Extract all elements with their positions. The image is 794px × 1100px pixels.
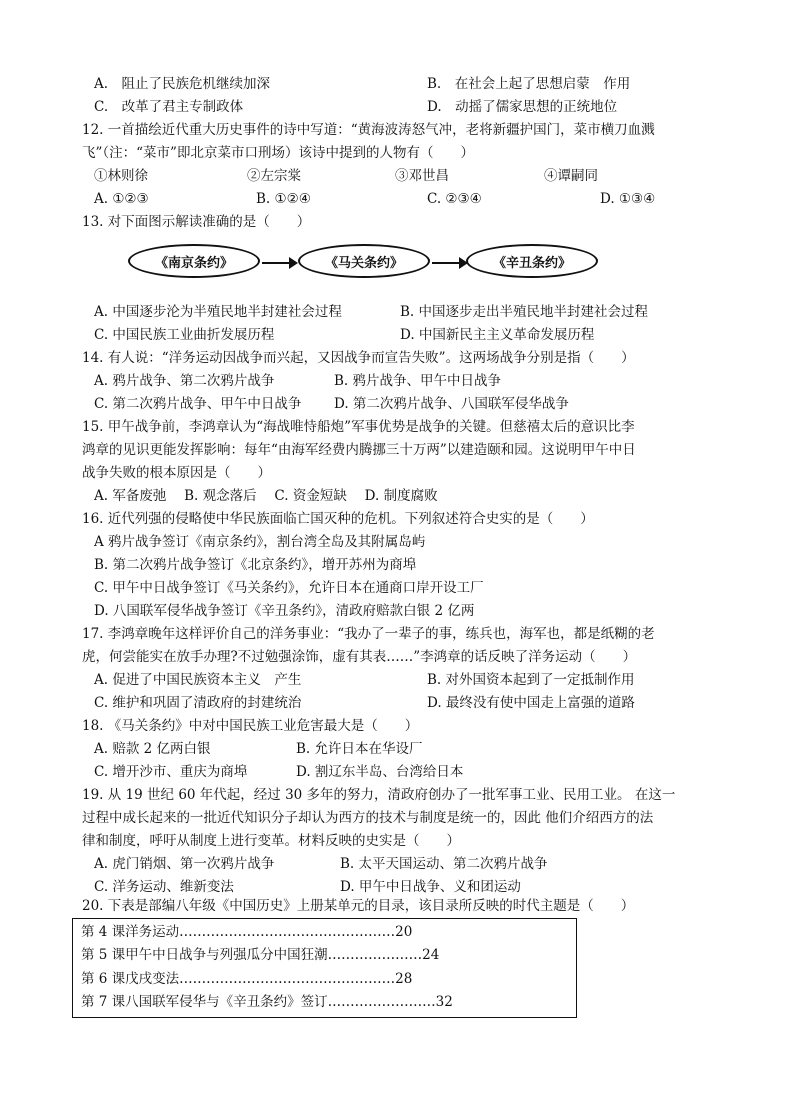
table-of-contents-box (72, 918, 577, 1018)
q14-option-b: B. 鸦片战争、甲午中日战争 (334, 373, 502, 389)
q13-option-a: A. 中国逐步沦为半殖民地半封建社会过程 (94, 304, 342, 320)
q12-option-a: A. ①②③ (94, 191, 149, 207)
q17-stem-line-2: 虎，何尝能实在放手办理?不过勉强涂饰，虚有其表……”李鸿章的话反映了洋务运动（ ） (82, 649, 637, 665)
treaty-diagram (128, 244, 598, 284)
q15-stem-line-3: 战争失败的根本原因是（ ） (82, 465, 271, 481)
treaty-node-nanjing: 《南京条约》 (128, 244, 260, 278)
q12-stem-line-1: 12. 一首描绘近代重大历史事件的诗中写道：“黄海波涛怒气冲，老将新疆护国门，菜市横刀血溅 (82, 122, 655, 138)
q12-item-3: ③邓世昌 (395, 168, 449, 184)
toc-row: 第 6 课戊戌变法…………………………………………28 (81, 971, 413, 987)
treaty-node-maguan: 《马关条约》 (298, 244, 430, 278)
q12-option-d: D. ①③④ (600, 191, 656, 207)
q17-option-c: C. 维护和巩固了清政府的封建统治 (94, 695, 302, 711)
q12-item-1: ①林则徐 (94, 168, 148, 184)
q17-option-b: B. 对外国资本起到了一定抵制作用 (427, 672, 635, 688)
q14-option-c: C. 第二次鸦片战争、甲午中日战争 (94, 396, 302, 412)
q15-options: A. 军备废弛 B. 观念落后 C. 资金短缺 D. 制度腐败 (94, 488, 438, 504)
q11-option-b: B. 在社会上起了思想启蒙 作用 (427, 76, 631, 92)
q18-option-d: D. 割辽东半岛、台湾给日本 (296, 764, 464, 780)
treaty-node-xinchou: 《辛丑条约》 (466, 244, 598, 278)
q17-stem-line-1: 17. 李鸿章晚年这样评价自己的洋务事业：“我办了一辈子的事，练兵也，海军也，都是纸糊的老 (82, 626, 655, 642)
q16-option-b: B. 第二次鸦片战争签订《北京条约》，增开苏州为商埠 (94, 557, 417, 573)
q18-stem: 18. 《马关条约》中对中国民族工业危害最大是（ ） (82, 718, 419, 734)
q12-item-4: ④谭嗣同 (544, 168, 598, 184)
q11-option-d: D. 动摇了儒家思想的正统地位 (427, 99, 618, 115)
q15-stem-line-1: 15. 甲午战争前，李鸿章认为“海战唯恃船炮”军事优势是战争的关键。但慈禧太后的意识比李 (82, 419, 635, 435)
q19-option-b: B. 太平天国运动、第二次鸦片战争 (340, 856, 548, 872)
q20-stem: 20. 下表是部编八年级《中国历史》上册某单元的目录，该目录所反映的时代主题是（ ） (82, 898, 635, 914)
q12-stem-line-2: 飞”（注：“菜市”即北京菜市口刑场）该诗中提到的人物有（ ） (82, 145, 474, 161)
q19-stem-line-1: 19. 从 19 世纪 60 年代起，经过 30 多年的努力，清政府创办了一批军事工业、民用工业。 在这一 (82, 787, 676, 803)
toc-row: 第 4 课洋务运动…………………………………………20 (81, 924, 413, 940)
arrow-icon (262, 262, 296, 264)
q19-option-c: C. 洋务运动、维新变法 (94, 879, 234, 895)
q18-option-b: B. 允许日本在华设厂 (296, 741, 423, 757)
q17-option-a: A. 促进了中国民族资本主义 产生 (94, 672, 302, 688)
q14-option-d: D. 第二次鸦片战争、八国联军侵华战争 (334, 396, 569, 412)
arrow-icon (432, 262, 466, 264)
q13-option-d: D. 中国新民主主义革命发展历程 (400, 327, 595, 343)
q12-item-2: ②左宗棠 (247, 168, 301, 184)
q16-option-a: A 鸦片战争签订《南京条约》，割台湾全岛及其附属岛屿 (94, 534, 426, 550)
q11-option-c: C. 改革了君主专制政体 (94, 99, 244, 115)
q16-option-c: C. 甲午中日战争签订《马关条约》，允许日本在通商口岸开设工厂 (94, 580, 484, 596)
q12-option-b: B. ①②④ (256, 191, 311, 207)
q19-stem-line-3: 律和制度，呼吁从制度上进行变革。材料反映的史实是（ ） (82, 833, 460, 849)
q15-stem-line-2: 鸿章的见识更能发挥影响：每年“由海军经费内腾挪三十万两”以建造颐和园。这说明甲午中日 (82, 442, 636, 458)
q18-option-a: A. 赔款 2 亿两白银 (94, 741, 211, 757)
q19-option-a: A. 虎门销烟、第一次鸦片战争 (94, 856, 275, 872)
q16-stem: 16. 近代列强的侵略使中华民族面临亡国灭种的危机。下列叙述符合史实的是（ ） (82, 511, 594, 527)
q16-option-d: D. 八国联军侵华战争签订《辛丑条约》，清政府赔款白银 2 亿两 (94, 603, 475, 619)
toc-row: 第 5 课甲午中日战争与列强瓜分中国狂潮…………………24 (81, 947, 440, 963)
q18-option-c: C. 增开沙市、重庆为商埠 (94, 764, 248, 780)
q17-option-d: D. 最终没有使中国走上富强的道路 (427, 695, 635, 711)
q12-option-c: C. ②③④ (427, 191, 482, 207)
q19-stem-line-2: 过程中成长起来的一批近代知识分子却认为西方的技术与制度是统一的，因此 他们介绍西方的法 (82, 810, 654, 826)
q13-stem: 13. 对下面图示解读准确的是（ ） (82, 214, 311, 230)
q19-option-d: D. 甲午中日战争、义和团运动 (340, 879, 521, 895)
q11-option-a: A. 阻止了民族危机继续加深 (94, 76, 271, 92)
q14-option-a: A. 鸦片战争、第二次鸦片战争 (94, 373, 275, 389)
q14-stem: 14. 有人说：“洋务运动因战争而兴起，又因战争而宣告失败”。这两场战争分别是指（ ） (82, 350, 635, 366)
q13-option-c: C. 中国民族工业曲折发展历程 (94, 327, 275, 343)
toc-row: 第 7 课八国联军侵华与《辛丑条约》签订……………………32 (81, 994, 453, 1010)
q13-option-b: B. 中国逐步走出半殖民地半封建社会过程 (400, 304, 649, 320)
